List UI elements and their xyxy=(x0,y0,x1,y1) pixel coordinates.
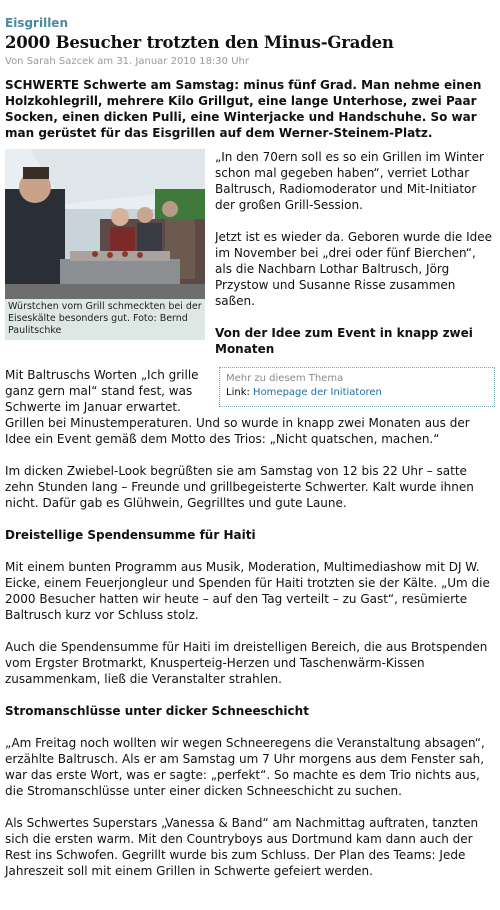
article-paragraph: Im dicken Zwiebel-Look begrüßten sie am Samstag von 12 bis 22 Uhr – satte zehn Stunden lang – Freunde und grillbegeisterte Schwerter. Kalt wurde ihnen nicht. Dafür gab es Glühwein, Gegrilltes und gute Laune. xyxy=(5,464,474,510)
related-link-label: Link: xyxy=(226,387,250,398)
article-lead: SCHWERTE Schwerte am Samstag: minus fünf Grad. Man nehme einen Holzkohlegrill, mehrere Kilo Grillgut, eine lange Unterhose, zwei Paar Socken, einen dicken Pulli, eine Winterjacke und Handschuhe. So war man gerüstet für das Eisgrillen auf dem Werner-Steinem-Platz. xyxy=(5,78,482,140)
article-paragraph: „Am Freitag noch wollten wir wegen Schneeregens die Veranstaltung absagen“, erzählte Baltrusch. Als er am Samstag um 7 Uhr morgens aus dem Fenster sah, war das erste Wort, was er sagte: „perfekt“. So machte es dem Trio nichts aus, die Stromanschlüsse unter einer dicken Schneeschicht zu suchen. xyxy=(5,736,485,798)
article-paragraph: Mit Baltruschs Worten „Ich grille ganz gern mal“ stand fest, was Schwerte im Januar erwartet. Grillen bei Minustemperaturen. Und so wurde in knapp zwei Monaten aus der Idee ein Event gemäß dem Motto des Trios: „Nicht quatschen, machen.“ xyxy=(5,368,470,446)
initiators-homepage-link[interactable]: Homepage der Initiatoren xyxy=(253,387,382,398)
article-paragraph: Mit einem bunten Programm aus Musik, Moderation, Multimediashow mit DJ W. Eicke, einem Feuerjongleur und Spenden für Haiti trotzten sie der Kälte. „Um die 2000 Besucher hatten wir heute – auf den Tag verteilt – zu Gast“, resümierte Baltrusch kurz vor Schluss stolz. xyxy=(5,560,490,622)
related-link-row xyxy=(226,386,488,400)
article-byline: Von Sarah Sazcek am 31. Januar 2010 18:30 Uhr xyxy=(5,56,249,67)
article-right-column xyxy=(215,141,495,357)
article-photo-caption: Würstchen vom Grill schmeckten bei der Eiseskälte besonders gut. Foto: Bernd Paulitschke xyxy=(5,299,205,340)
related-box-title: Mehr zu diesem Thema xyxy=(226,373,344,384)
article-paragraph: Jetzt ist es wieder da. Geboren wurde die Idee im November bei „drei oder fünf Bierchen“, als die Nachbarn Lothar Baltrusch, Jörg Przystow und Susanne Risse zusammen saßen. xyxy=(215,230,493,308)
related-box xyxy=(219,367,495,407)
article-paragraph: Als Schwertes Superstars „Vanessa & Band“ am Nachmittag auftraten, tanzten sich die ersten warm. Mit den Countryboys aus Dortmund kam dann auch der Rest ins Schwofen. Gegrillt wurde bis zum Schluss. Der Plan des Teams: Jede Jahreszeit soll mit einem Grillen in Schwerte gefeiert werden. xyxy=(5,816,479,878)
article-figure xyxy=(5,149,205,340)
article-photo[interactable] xyxy=(5,149,205,299)
article-paragraph: „In den 70ern soll es so ein Grillen im Winter schon mal gegeben haben“, verriet Lothar Baltrusch, Radiomoderator und Mit-Initiator der großen Grill-Session. xyxy=(215,150,484,212)
article-subheading: Stromanschlüsse unter dicker Schneeschicht xyxy=(5,704,309,718)
article-paragraph: Auch die Spendensumme für Haiti im dreistelligen Bereich, die aus Brotspenden vom Ergster Brotmarkt, Knusperteig-Herzen und Taschenwärm-Kissen zusammenkam, ließ die Veranstalter strahlen. xyxy=(5,640,488,686)
article-subheading: Dreistellige Spendensumme für Haiti xyxy=(5,528,256,542)
article-subheading: Von der Idee zum Event in knapp zwei Monaten xyxy=(215,326,473,356)
article-kicker: Eisgrillen xyxy=(5,16,68,30)
article-title: 2000 Besucher trotzten den Minus-Graden xyxy=(5,33,394,52)
